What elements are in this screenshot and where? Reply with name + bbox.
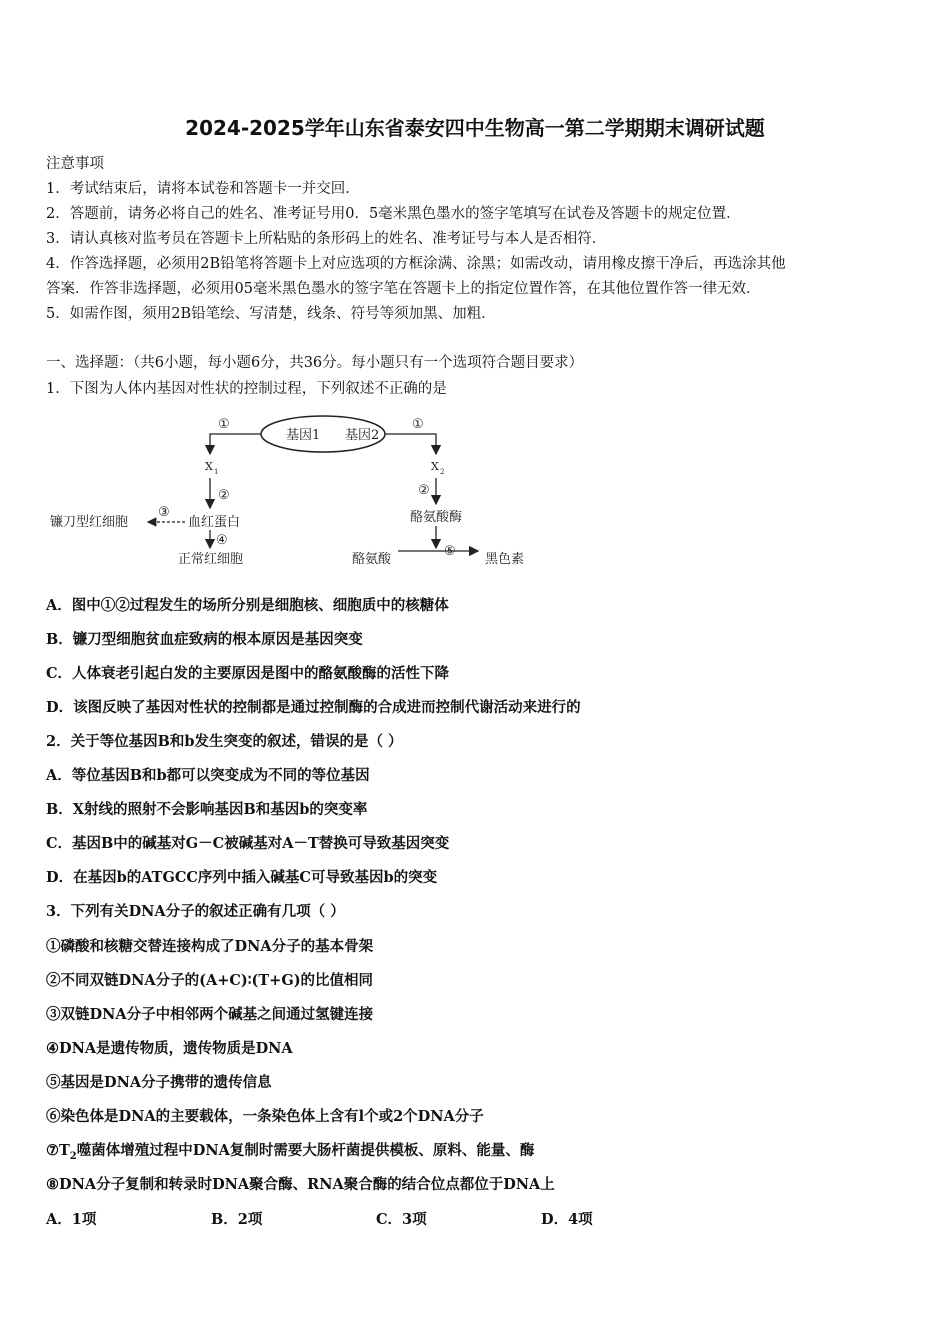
notice-item-4-continued: 答案．作答非选择题，必须用05毫米黑色墨水的签字笔在答题卡上的指定位置作答，在其他位置作答一律无效． <box>46 281 761 297</box>
q3-statement-4: ④DNA是遗传物质，遗传物质是DNA <box>46 1040 293 1057</box>
gene2-label: 基因2 <box>345 428 380 443</box>
tyrosinase-label: 酪氨酸酶 <box>410 510 463 525</box>
notice-item-3: 3．请认真核对监考员在答题卡上所粘贴的条形码上的姓名、准考证号与本人是否相符． <box>46 231 607 247</box>
hemoglobin-label: 血红蛋白 <box>188 515 241 530</box>
sickle-cell-label: 镰刀型红细胞 <box>50 515 129 530</box>
notice-item-2: 2．答题前，请务必将自己的姓名、准考证号用0．5毫米黑色墨水的签字笔填写在试卷及答题卡的规定位置． <box>46 206 741 222</box>
q3-statement-2: ②不同双链DNA分子的(A+C)∶(T+G)的比值相同 <box>46 972 374 989</box>
step1-left-label: ① <box>218 417 230 432</box>
step4-label: ④ <box>216 533 228 548</box>
x2-subscript: 2 <box>440 468 445 476</box>
q2-option-b[interactable]: B．X射线的照射不会影响基因B和基因b的突变率 <box>46 801 368 818</box>
q2-option-d[interactable]: D．在基因b的ATGCC序列中插入碱基C可导致基因b的突变 <box>46 869 438 886</box>
q3-statement-3: ③双链DNA分子中相邻两个碱基之间通过氢键连接 <box>46 1006 374 1023</box>
q3-statement-7 <box>46 1139 534 1162</box>
q1-stem: 1．下图为人体内基因对性状的控制过程，下列叙述不正确的是 <box>46 381 447 397</box>
q3-statement-7-rest: 噬菌体增殖过程中DNA复制时需要大肠杆菌提供模板、原料、能量、酶 <box>76 1142 535 1159</box>
step1-right-label: ① <box>412 417 424 432</box>
q3-statement-8: ⑧DNA分子复制和转录时DNA聚合酶、RNA聚合酶的结合位点都位于DNA上 <box>46 1176 555 1193</box>
gene1-label: 基因1 <box>286 428 321 443</box>
tyrosine-label: 酪氨酸 <box>352 552 392 567</box>
q3-statement-1: ①磷酸和核糖交替连接构成了DNA分子的基本骨架 <box>46 938 374 955</box>
normal-cell-label: 正常红细胞 <box>178 552 244 567</box>
left-branch-line <box>210 434 261 454</box>
q1-option-d[interactable]: D．该图反映了基因对性状的控制都是通过控制酶的合成进而控制代谢活动来进行的 <box>46 699 581 716</box>
q3-option-c[interactable]: C．3项 <box>376 1211 427 1228</box>
notice-item-4: 4．作答选择题，必须用2B铅笔将答题卡上对应选项的方框涂满、涂黑；如需改动，请用橡皮擦干净后，再选涂其他 <box>46 256 786 272</box>
q3-statement-7-prefix: ⑦T <box>46 1142 70 1159</box>
x1-subscript: 1 <box>214 468 219 476</box>
q3-statement-5: ⑤基因是DNA分子携带的遗传信息 <box>46 1074 272 1091</box>
q1-option-c[interactable]: C．人体衰老引起白发的主要原因是图中的酪氨酸酶的活性下降 <box>46 665 450 682</box>
right-branch-line <box>385 434 436 454</box>
notice-item-1: 1．考试结束后，请将本试卷和答题卡一并交回． <box>46 181 360 197</box>
section-heading: 一、选择题：（共6小题，每小题6分，共36分。每小题只有一个选项符合题目要求） <box>46 355 584 371</box>
step5-label: ⑤ <box>444 544 456 559</box>
x2-label: X <box>431 460 439 473</box>
step2-right-label: ② <box>418 483 430 498</box>
q2-option-c[interactable]: C．基因B中的碱基对G－C被碱基对A－T替换可导致基因突变 <box>46 835 450 852</box>
q1-option-b[interactable]: B．镰刀型细胞贫血症致病的根本原因是基因突变 <box>46 631 363 648</box>
q3-statement-7-subscript: 2 <box>69 1150 77 1162</box>
q2-option-a[interactable]: A．等位基因B和b都可以突变成为不同的等位基因 <box>46 767 370 784</box>
q3-option-b[interactable]: B．2项 <box>211 1211 263 1228</box>
notice-heading: 注意事项 <box>46 156 104 172</box>
q2-stem: 2．关于等位基因B和b发生突变的叙述，错误的是（ ） <box>46 733 403 750</box>
q3-option-a[interactable]: A．1项 <box>46 1211 97 1228</box>
x1-label: X <box>205 460 213 473</box>
q3-option-d[interactable]: D．4项 <box>541 1211 593 1228</box>
notice-item-5: 5．如需作图，须用2B铅笔绘、写清楚，线条、符号等须加黑、加粗． <box>46 306 496 322</box>
step3-label: ③ <box>158 505 170 520</box>
q1-option-a[interactable]: A．图中①②过程发生的场所分别是细胞核、细胞质中的核糖体 <box>46 597 449 614</box>
page-title: 2024-2025学年山东省泰安四中生物高一第二学期期末调研试题 <box>185 116 765 140</box>
gene-control-diagram <box>40 408 560 573</box>
q3-stem: 3．下列有关DNA分子的叙述正确有几项（ ） <box>46 903 345 920</box>
step2-left-label: ② <box>218 488 230 503</box>
melanin-label: 黑色素 <box>485 552 525 567</box>
q3-statement-6: ⑥染色体是DNA的主要载体，一条染色体上含有l个或2个DNA分子 <box>46 1108 484 1125</box>
